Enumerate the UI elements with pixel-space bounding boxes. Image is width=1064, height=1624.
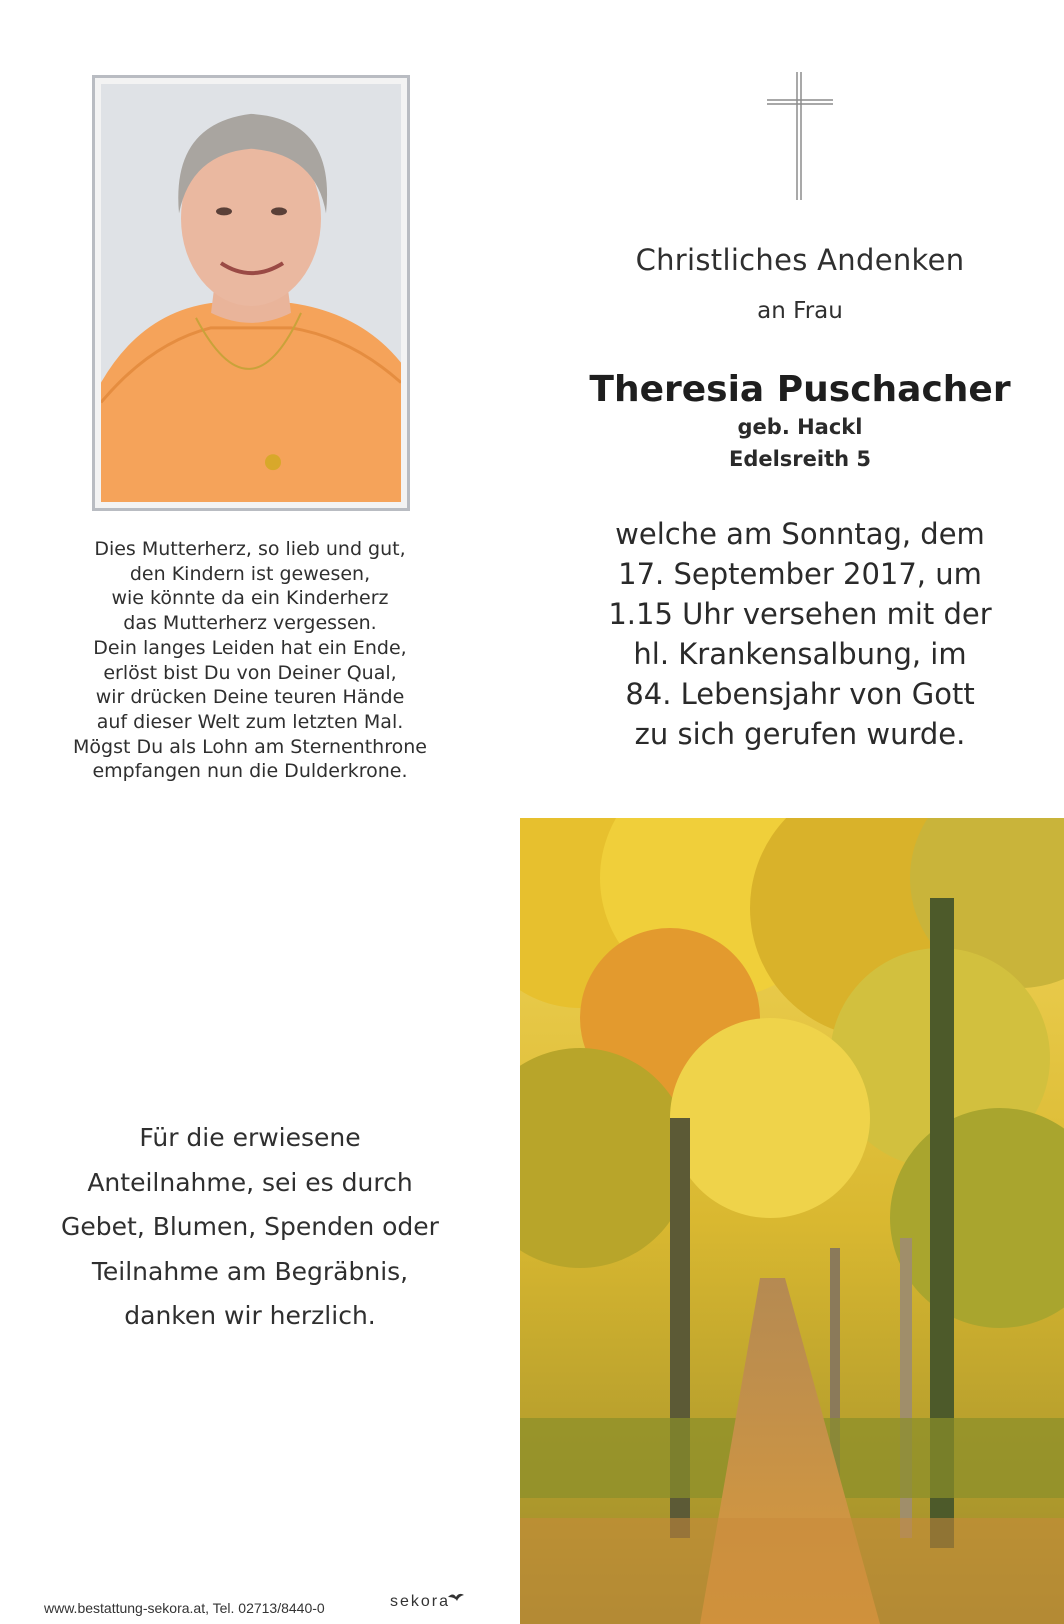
notice-line: 17. September 2017, um: [618, 557, 982, 591]
poem-line: wie könnte da ein Kinderherz: [111, 587, 389, 610]
poem-line: auf dieser Welt zum letzten Mal.: [96, 710, 404, 733]
autumn-forest-image: [520, 818, 1064, 1624]
thanks-line: Anteilnahme, sei es durch: [87, 1167, 413, 1197]
portrait-image: [101, 84, 401, 502]
thanks-line: Teilnahme am Begräbnis,: [91, 1256, 409, 1286]
salutation: an Frau: [757, 298, 843, 324]
maiden-name: geb. Hackl: [737, 415, 863, 439]
poem-line: erlöst bist Du von Deiner Qual,: [103, 661, 397, 684]
thank-you-text: [40, 1116, 460, 1339]
poem: [40, 537, 460, 784]
notice-line: 1.15 Uhr versehen mit der: [608, 597, 992, 631]
thanks-line: Für die erwiesene: [139, 1123, 361, 1152]
sekora-logo: sekora: [390, 1593, 451, 1610]
poem-line: Mögst Du als Lohn am Sternenthrone: [73, 735, 427, 758]
notice-line: 84. Lebensjahr von Gott: [625, 677, 975, 711]
heading: Christliches Andenken: [635, 243, 965, 277]
poem-line: empfangen nun die Dulderkrone.: [92, 760, 408, 783]
bird-icon: [447, 1591, 465, 1603]
poem-line: das Mutterherz vergessen.: [123, 612, 377, 635]
address: Edelsreith 5: [728, 447, 872, 471]
death-notice: [580, 514, 1020, 754]
cross-icon: [767, 72, 833, 200]
notice-line: welche am Sonntag, dem: [615, 517, 985, 551]
notice-line: hl. Krankensalbung, im: [633, 637, 967, 671]
thanks-line: danken wir herzlich.: [124, 1301, 376, 1330]
portrait-photo: [92, 75, 410, 511]
thanks-line: Gebet, Blumen, Spenden oder: [61, 1212, 439, 1241]
deceased-name: Theresia Puschacher: [589, 369, 1011, 410]
poem-line: den Kindern ist gewesen,: [129, 562, 371, 585]
poem-line: Dies Mutterherz, so lieb und gut,: [94, 538, 406, 560]
poem-line: wir drücken Deine teuren Hände: [95, 686, 405, 709]
footer-contact: www.bestattung-sekora.at, Tel. 02713/8440-0: [44, 1600, 325, 1616]
notice-line: zu sich gerufen wurde.: [634, 717, 966, 751]
poem-line: Dein langes Leiden hat ein Ende,: [93, 636, 407, 659]
